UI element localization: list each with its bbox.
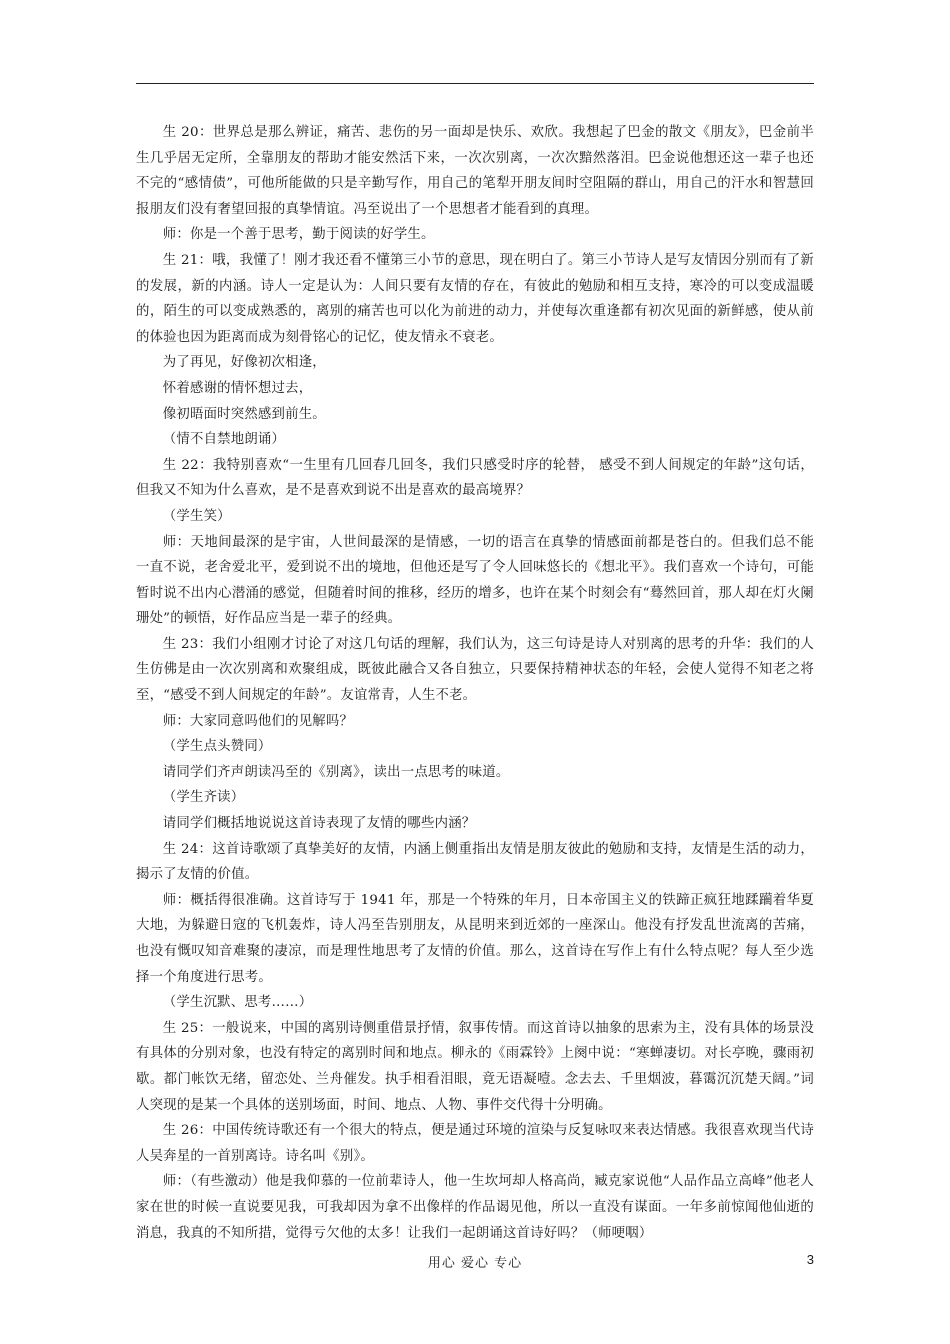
- paragraph: 师：你是一个善于思考，勤于阅读的好学生。: [162, 227, 435, 243]
- poem-line: 像初晤面时突然感到前生。: [162, 406, 326, 422]
- poem-line: 为了再见，好像初次相逢，: [162, 355, 326, 371]
- paragraph: 师：天地间最深的是宇宙，人世间最深的是情感，一切的语言在真挚的情感面前都是苍白的。但我们总不能一直不说，老舍爱北平，爱到说不出的境地，但他还是写了令人回味悠长的《想北平》。我们喜欢一个诗句，可能暂时说不出内心潜涌的感觉，但随着时间的推移，经历的增多，也许在某个时刻会有“蓦然回首，那人却在灯火阑珊处”的顿悟，好作品应当是一辈子的经典。: [136, 534, 814, 627]
- paragraph: 请同学们概括地说说这首诗表现了友情的哪些内涵？: [162, 816, 476, 832]
- paragraph: 生 23：我们小组刚才讨论了对这几句话的理解，我们认为，这三句诗是诗人对别离的思考的升华：我们的人生仿佛是由一次次别离和欢聚组成，既彼此融合又各自独立，只要保持精神状态的年轻，会使人觉得不知老之将至，“感受不到人间规定的年龄”。友谊常青，人生不老。: [136, 636, 814, 704]
- document-body: [136, 120, 814, 1246]
- paragraph: 生 24：这首诗歌颂了真挚美好的友情，内涵上侧重指出友情是朋友彼此的勉励和支持，友情是生活的动力，揭示了友情的价值。: [136, 841, 814, 883]
- header-rule: [136, 83, 814, 84]
- paragraph: 请同学们齐声朗读冯至的《别离》，读出一点思考的味道。: [162, 764, 510, 780]
- stage-direction: （学生笑）: [162, 508, 231, 524]
- stage-direction: （学生齐读）: [162, 790, 245, 806]
- paragraph: 生 26：中国传统诗歌还有一个很大的特点，便是通过环境的渲染与反复咏叹来表达情感。我很喜欢现当代诗人吴奔星的一首别离诗。诗名叫《别》。: [136, 1123, 814, 1164]
- paragraph: 师：（有些激动）他是我仰慕的一位前辈诗人，他一生坎坷却人格高尚，臧克家说他“人品作品立高峰”他老人家在世的时候一直说要见我，可我却因为拿不出像样的作品谒见他，所以一直没有谋面。一年多前惊闻他仙逝的消息，我真的不知所措，觉得亏欠他的太多！让我们一起朗诵这首诗好吗？（师哽咽）: [136, 1174, 814, 1241]
- paragraph: 生 20：世界总是那么辨证，痛苦、悲伤的另一面却是快乐、欢欣。我想起了巴金的散文《朋友》，巴金前半生几乎居无定所，全靠朋友的帮助才能安然活下来，一次次别离，一次次黯然落泪。巴金说他想还这一辈子也还不完的“感情债”，可他所能做的只是辛勤写作，用自己的笔犁开朋友间时空阻隔的群山，用自己的汗水和智慧回报朋友们没有奢望回报的真挚情谊。冯至说出了一个思想者才能看到的真理。: [136, 125, 814, 217]
- poem-line: 怀着感谢的情怀想过去，: [162, 380, 313, 396]
- stage-direction: （学生沉默、思考……）: [162, 995, 313, 1011]
- paragraph: 生 21：哦，我懂了！刚才我还看不懂第三小节的意思，现在明白了。第三小节诗人是写友情因分别而有了新的发展，新的内涵。诗人一定是认为：人间只要有友情的存在，有彼此的勉励和相互支持，寒冷的可以变成温暖的，陌生的可以变成熟悉的，离别的痛苦也可以化为前进的动力，并使每次重逢都有初次见面的新鲜感，使从前的体验也因为距离而成为刻骨铭心的记忆，使友情永不衰老。: [136, 252, 814, 345]
- paragraph: 生 22：我特别喜欢“一生里有几回春几回冬，我们只感受时序的轮替， 感受不到人间规定的年龄”这句话，但我又不知为什么喜欢，是不是喜欢到说不出是喜欢的最高境界？: [136, 457, 814, 499]
- paragraph: 师：概括得很准确。这首诗写于 1941 年，那是一个特殊的年月，日本帝国主义的铁蹄正疯狂地蹂躏着华夏大地，为躲避日寇的飞机轰炸，诗人冯至告别朋友，从昆明来到近郊的一座深山。他没有抒发乱世流离的苦痛，也没有慨叹知音难聚的凄凉，而是理性地思考了友情的价值。那么，这首诗在写作上有什么特点呢？每人至少选择一个角度进行思考。: [136, 892, 814, 985]
- footer-slogan: 用心 爱心 专心: [427, 1256, 523, 1271]
- paragraph: 生 25：一般说来，中国的离别诗侧重借景抒情，叙事传情。而这首诗以抽象的思索为主，没有具体的场景没有具体的分别对象，也没有特定的离别时间和地点。柳永的《雨霖铃》上阕中说：“寒蝉凄切。对长亭晚，骤雨初歇。都门帐饮无绪，留恋处、兰舟催发。执手相看泪眼，竟无语凝噎。念去去、千里烟波，暮霭沉沉楚天阔。”词人突现的是某一个具体的送别场面，时间、地点、人物、事件交代得十分明确。: [136, 1020, 814, 1113]
- stage-direction: （情不自禁地朗诵）: [162, 432, 286, 448]
- page-number: 3: [806, 1252, 814, 1267]
- stage-direction: （学生点头赞同）: [162, 739, 272, 755]
- paragraph: 师：大家同意吗他们的见解吗？: [162, 713, 354, 729]
